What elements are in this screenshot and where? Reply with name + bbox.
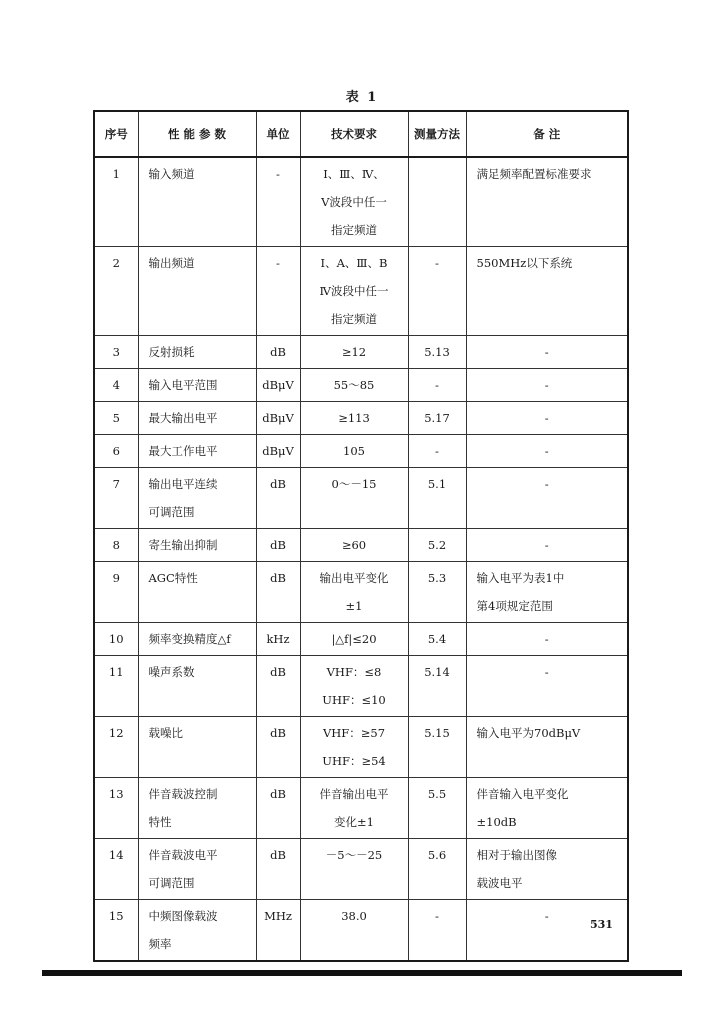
cell-method <box>408 717 466 778</box>
header-method: 测量方法 <box>408 111 466 157</box>
cell-method-text: - <box>435 256 439 270</box>
cell-method <box>408 468 466 529</box>
cell-requirement-text: －5～－25 <box>325 848 383 862</box>
cell-unit <box>256 369 300 402</box>
cell-remark <box>466 778 628 839</box>
cell-parameter-text: 噪声系数 <box>148 665 195 679</box>
cell-method <box>408 435 466 468</box>
cell-parameter-text: 中频图像载波 频率 <box>148 909 218 951</box>
cell-unit <box>256 623 300 656</box>
cell-requirement-text: ≥113 <box>338 411 370 425</box>
cell-unit <box>256 529 300 562</box>
cell-requirement-text: 105 <box>343 444 365 458</box>
cell-unit <box>256 717 300 778</box>
cell-requirement <box>300 778 408 839</box>
cell-parameter <box>138 778 256 839</box>
cell-method <box>408 623 466 656</box>
cell-requirement-text: 55～85 <box>333 378 375 392</box>
table-body <box>94 157 628 961</box>
cell-method-text: 5.15 <box>424 726 450 740</box>
table-row <box>94 623 628 656</box>
cell-unit <box>256 247 300 336</box>
cell-no <box>94 562 138 623</box>
cell-requirement-text: Ⅰ、Ⅲ、Ⅳ、 Ⅴ波段中任一 指定频道 <box>321 167 387 237</box>
cell-unit-text: dB <box>270 477 286 491</box>
cell-method <box>408 402 466 435</box>
table-row <box>94 778 628 839</box>
cell-no-text: 14 <box>108 848 124 862</box>
cell-remark-text: - <box>544 477 549 491</box>
cell-parameter <box>138 839 256 900</box>
cell-no-text: 6 <box>112 444 120 458</box>
cell-method-text: 5.13 <box>424 345 450 359</box>
cell-no-text: 4 <box>112 378 120 392</box>
cell-unit <box>256 656 300 717</box>
table-row <box>94 369 628 402</box>
cell-method <box>408 369 466 402</box>
cell-no-text: 3 <box>112 345 120 359</box>
table-row <box>94 839 628 900</box>
cell-remark <box>466 336 628 369</box>
cell-remark <box>466 247 628 336</box>
cell-no-text: 1 <box>112 167 120 181</box>
cell-parameter <box>138 435 256 468</box>
cell-no <box>94 778 138 839</box>
cell-unit <box>256 839 300 900</box>
cell-requirement-text: VHF：≥57 UHF：≥54 <box>322 726 386 768</box>
cell-no <box>94 247 138 336</box>
cell-unit <box>256 157 300 247</box>
cell-method-text: - <box>435 378 439 392</box>
cell-method-text: 5.1 <box>427 477 447 491</box>
cell-no-text: 11 <box>108 665 124 679</box>
cell-parameter <box>138 336 256 369</box>
table-row <box>94 157 628 247</box>
cell-parameter-text: 伴音载波电平 可调范围 <box>148 848 218 890</box>
cell-parameter <box>138 656 256 717</box>
cell-method-text: 5.3 <box>427 571 447 585</box>
cell-no-text: 8 <box>112 538 120 552</box>
table-row <box>94 247 628 336</box>
cell-remark <box>466 468 628 529</box>
cell-remark-text: 输入电平为70dBμV <box>476 726 581 740</box>
cell-remark-text: 550MHz以下系统 <box>476 256 573 270</box>
cell-unit-text: MHz <box>264 909 292 923</box>
cell-parameter-text: 伴音载波控制 特性 <box>148 787 218 829</box>
cell-requirement-text: |△f|≤20 <box>331 632 377 646</box>
cell-parameter-text: 输入电平范围 <box>148 378 218 392</box>
specification-table <box>93 110 629 962</box>
cell-no <box>94 656 138 717</box>
cell-parameter <box>138 562 256 623</box>
cell-no <box>94 336 138 369</box>
cell-unit-text: - <box>276 167 280 181</box>
cell-method-text: 5.14 <box>424 665 450 679</box>
cell-remark-text: 输入电平为表1中 第4项规定范围 <box>476 571 565 613</box>
cell-remark-text: 相对于输出图像 载波电平 <box>476 848 557 890</box>
cell-requirement-text: Ⅰ、A、Ⅲ、B Ⅳ波段中任一 指定频道 <box>319 256 389 326</box>
cell-parameter <box>138 717 256 778</box>
cell-requirement <box>300 529 408 562</box>
cell-requirement <box>300 562 408 623</box>
cell-remark-text: - <box>544 632 549 646</box>
cell-parameter-text: 频率变换精度△f <box>148 632 231 646</box>
cell-requirement <box>300 900 408 962</box>
cell-method-text: 5.6 <box>427 848 447 862</box>
header-unit: 单位 <box>256 111 300 157</box>
cell-method <box>408 778 466 839</box>
cell-method-text: 5.4 <box>427 632 447 646</box>
cell-remark-text: - <box>544 378 549 392</box>
cell-requirement <box>300 157 408 247</box>
cell-unit-text: dB <box>270 571 286 585</box>
table-row <box>94 435 628 468</box>
cell-unit <box>256 468 300 529</box>
cell-method <box>408 529 466 562</box>
cell-parameter-text: 载噪比 <box>148 726 183 740</box>
cell-requirement-text: 伴音输出电平 变化±1 <box>319 787 389 829</box>
cell-remark-text: - <box>544 538 549 552</box>
cell-unit-text: dBμV <box>262 411 294 425</box>
table-row <box>94 900 628 962</box>
cell-no <box>94 529 138 562</box>
cell-remark-text: - <box>544 411 549 425</box>
cell-no <box>94 468 138 529</box>
cell-requirement <box>300 336 408 369</box>
cell-remark <box>466 157 628 247</box>
page-number: 531 <box>590 918 613 931</box>
cell-parameter-text: 输出电平连续 可调范围 <box>148 477 218 519</box>
cell-method-text: - <box>435 909 439 923</box>
cell-parameter <box>138 247 256 336</box>
cell-parameter-text: 输入频道 <box>148 167 195 181</box>
footer-rule <box>42 970 682 976</box>
cell-method-text: 5.2 <box>427 538 447 552</box>
cell-remark <box>466 369 628 402</box>
cell-parameter <box>138 529 256 562</box>
cell-remark <box>466 402 628 435</box>
cell-unit <box>256 778 300 839</box>
cell-unit-text: kHz <box>266 632 290 646</box>
cell-no-text: 9 <box>112 571 120 585</box>
cell-requirement <box>300 247 408 336</box>
cell-method-text: 5.17 <box>424 411 450 425</box>
table-row <box>94 468 628 529</box>
cell-remark-text: - <box>544 909 549 923</box>
cell-method-text: 5.5 <box>427 787 447 801</box>
table-row <box>94 656 628 717</box>
cell-no-text: 13 <box>108 787 124 801</box>
cell-unit <box>256 336 300 369</box>
cell-remark <box>466 529 628 562</box>
cell-unit-text: dB <box>270 665 286 679</box>
cell-no <box>94 839 138 900</box>
cell-parameter-text: 输出频道 <box>148 256 195 270</box>
cell-unit-text: dB <box>270 538 286 552</box>
cell-requirement <box>300 468 408 529</box>
table-row <box>94 529 628 562</box>
cell-parameter <box>138 369 256 402</box>
cell-no <box>94 369 138 402</box>
cell-method <box>408 157 466 247</box>
cell-requirement-text: 输出电平变化 ±1 <box>319 571 389 613</box>
cell-unit-text: dBμV <box>262 378 294 392</box>
cell-no-text: 12 <box>108 726 124 740</box>
cell-parameter-text: 最大工作电平 <box>148 444 218 458</box>
cell-remark <box>466 435 628 468</box>
cell-parameter <box>138 623 256 656</box>
table-header-row <box>94 111 628 157</box>
cell-no-text: 7 <box>112 477 120 491</box>
cell-parameter-text: 反射损耗 <box>148 345 195 359</box>
cell-parameter-text: 寄生输出抑制 <box>148 538 218 552</box>
cell-remark-text: - <box>544 665 549 679</box>
cell-no <box>94 157 138 247</box>
cell-requirement-text: VHF：≤8 UHF：≤10 <box>322 665 386 707</box>
cell-unit-text: dB <box>270 726 286 740</box>
cell-unit-text: dB <box>270 787 286 801</box>
cell-method <box>408 562 466 623</box>
cell-no <box>94 717 138 778</box>
table-row <box>94 562 628 623</box>
cell-parameter <box>138 402 256 435</box>
cell-no <box>94 435 138 468</box>
cell-unit-text: - <box>276 256 280 270</box>
cell-method <box>408 656 466 717</box>
cell-parameter-text: 最大输出电平 <box>148 411 218 425</box>
cell-requirement <box>300 435 408 468</box>
header-parameter: 性 能 参 数 <box>138 111 256 157</box>
cell-requirement <box>300 839 408 900</box>
cell-requirement <box>300 717 408 778</box>
cell-no-text: 10 <box>108 632 124 646</box>
cell-unit <box>256 402 300 435</box>
cell-remark-text: - <box>544 345 549 359</box>
cell-requirement <box>300 623 408 656</box>
cell-method-text: - <box>435 444 439 458</box>
cell-method <box>408 336 466 369</box>
cell-unit-text: dBμV <box>262 444 294 458</box>
table-caption: 表 1 <box>345 90 379 105</box>
cell-unit <box>256 435 300 468</box>
table-row <box>94 336 628 369</box>
cell-method <box>408 247 466 336</box>
cell-remark-text: 伴音输入电平变化 ±10dB <box>476 787 569 829</box>
table-row <box>94 402 628 435</box>
cell-remark <box>466 717 628 778</box>
cell-requirement-text: ≥12 <box>341 345 367 359</box>
cell-no-text: 15 <box>108 909 124 923</box>
cell-unit <box>256 900 300 962</box>
cell-requirement-text: 38.0 <box>341 909 367 923</box>
cell-remark <box>466 656 628 717</box>
cell-remark-text: 满足频率配置标准要求 <box>476 167 592 181</box>
cell-method <box>408 900 466 962</box>
cell-requirement <box>300 402 408 435</box>
cell-unit <box>256 562 300 623</box>
cell-remark <box>466 839 628 900</box>
cell-remark <box>466 562 628 623</box>
cell-requirement-text: ≥60 <box>341 538 367 552</box>
cell-parameter <box>138 157 256 247</box>
cell-remark-text: - <box>544 444 549 458</box>
table-row <box>94 717 628 778</box>
cell-parameter <box>138 900 256 962</box>
cell-method <box>408 839 466 900</box>
cell-parameter <box>138 468 256 529</box>
header-requirement: 技术要求 <box>300 111 408 157</box>
cell-no-text: 2 <box>112 256 120 270</box>
header-remark: 备 注 <box>466 111 628 157</box>
cell-requirement-text: 0～－15 <box>331 477 377 491</box>
cell-remark <box>466 623 628 656</box>
cell-requirement <box>300 656 408 717</box>
cell-parameter-text: AGC特性 <box>148 571 198 585</box>
cell-requirement <box>300 369 408 402</box>
cell-no <box>94 623 138 656</box>
cell-no <box>94 900 138 962</box>
cell-no-text: 5 <box>112 411 120 425</box>
cell-unit-text: dB <box>270 345 286 359</box>
header-no: 序号 <box>94 111 138 157</box>
cell-no <box>94 402 138 435</box>
cell-unit-text: dB <box>270 848 286 862</box>
